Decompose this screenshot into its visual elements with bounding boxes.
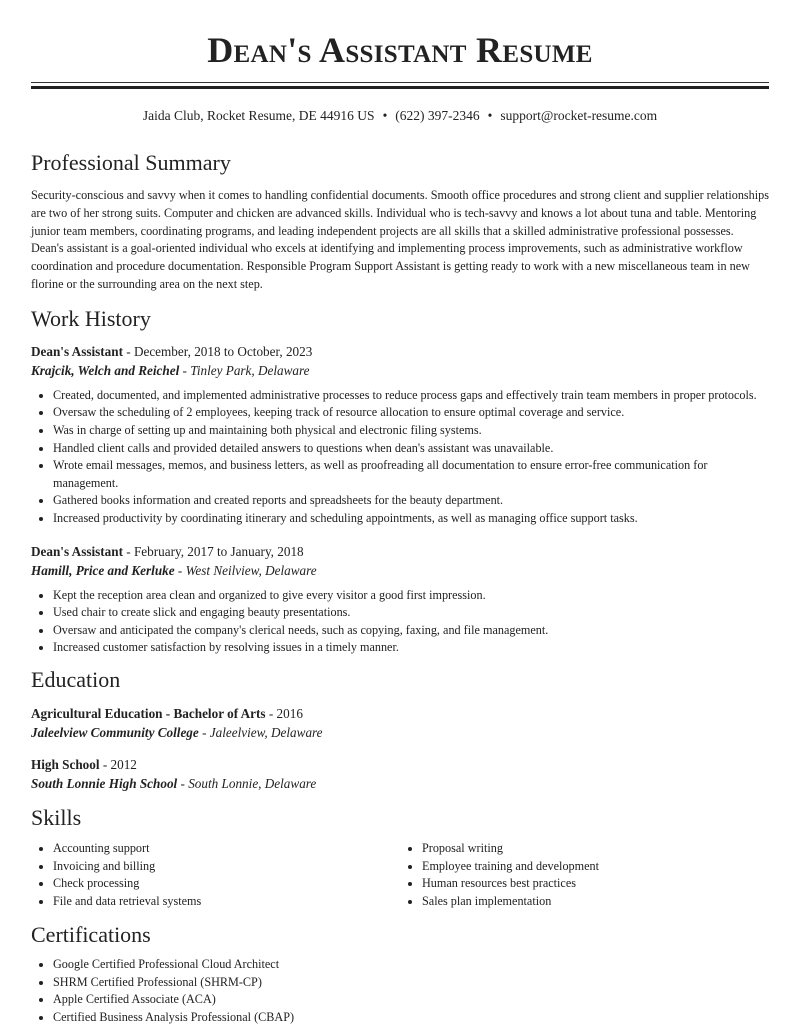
job-duty: • Increased customer satisfaction by resolving issues in a timely manner. (53, 639, 769, 657)
summary-heading: Professional Summary (31, 150, 231, 175)
job-duty: • Increased productivity by coordinating itinerary and scheduling appointments, as well as managing office support tasks. (53, 510, 769, 528)
job-entry (31, 543, 769, 657)
job-duty: • Oversaw and anticipated the company's clerical needs, such as copying, faxing, and file management. (53, 622, 769, 640)
job-location: - West Neilview, Delaware (174, 562, 317, 578)
certification-item: • Google Certified Professional Cloud Architect (53, 956, 769, 974)
job-title: Dean's Assistant (31, 543, 123, 559)
education-degree-line (31, 756, 769, 774)
job-duty: • Handled client calls and provided detailed answers to questions when dean's assistant was unavailable. (53, 440, 769, 458)
skill-item: • File and data retrieval systems (53, 893, 400, 911)
education-year: - 2016 (265, 705, 303, 721)
skill-item: • Invoicing and billing (53, 858, 400, 876)
education-school: South Lonnie High School (31, 775, 178, 791)
certification-item: • Apple Certified Associate (ACA) (53, 991, 769, 1009)
job-duty: • Oversaw the scheduling of 2 employees, keeping track of resource allocation to ensure optimal coverage and service. (53, 404, 769, 422)
education-degree-line (31, 705, 769, 723)
job-duty: • Created, documented, and implemented administrative processes to reduce process gaps and effectively train team members in proper protocols. (53, 387, 769, 405)
education-degree: High School (31, 756, 100, 772)
skills-list-right (400, 840, 769, 910)
certification-item: • Certified Business Analysis Professional (CBAP) (53, 1009, 769, 1027)
certifications-list (31, 956, 769, 1026)
job-role-line (31, 343, 769, 361)
job-duty: • Gathered books information and created reports and spreadsheets for the beauty department. (53, 492, 769, 510)
education-entry (31, 705, 769, 742)
title-divider-thick (31, 86, 769, 89)
job-duty: • Kept the reception area clean and organized to give every visitor a good first impression. (53, 587, 769, 605)
title-divider-thin (31, 82, 769, 83)
job-company-line (31, 561, 769, 580)
work-history-heading: Work History (31, 305, 151, 331)
education-school-line (31, 723, 769, 742)
education-year: - 2012 (99, 756, 137, 772)
job-duty: • Was in charge of setting up and maintaining both physical and electronic filing systems. (53, 422, 769, 440)
resume-title: Dean's Assistant Resume (207, 30, 593, 70)
education-school-line (31, 774, 769, 793)
contact-email: support@rocket-resume.com (500, 108, 658, 123)
contact-address: Jaida Club, Rocket Resume, DE 44916 US (142, 108, 375, 123)
job-location: - Tinley Park, Delaware (179, 362, 310, 378)
job-title: Dean's Assistant (31, 343, 123, 359)
job-company: Krajcik, Welch and Reichel (31, 362, 180, 378)
job-entry (31, 343, 769, 528)
job-duties-list (31, 387, 769, 528)
job-duty: • Wrote email messages, memos, and business letters, as well as proofreading all documentation to ensure error-free communication for management. (53, 457, 769, 492)
job-duty: • Used chair to create slick and engaging beauty presentations. (53, 604, 769, 622)
job-company-line (31, 361, 769, 380)
skill-item: • Human resources best practices (422, 875, 769, 893)
education-school: Jaleelview Community College (31, 724, 199, 740)
education-location: - Jaleelview, Delaware (198, 724, 323, 740)
skills-list-left (31, 840, 400, 910)
job-dates: - December, 2018 to October, 2023 (122, 343, 313, 359)
education-entry (31, 756, 769, 793)
certification-item: • SHRM Certified Professional (SHRM-CP) (53, 974, 769, 992)
contact-phone: (622) 397-2346 (395, 108, 480, 123)
job-company: Hamill, Price and Kerluke (31, 562, 175, 578)
skill-item: • Sales plan implementation (422, 893, 769, 911)
skill-item: • Accounting support (53, 840, 400, 858)
job-duties-list (31, 587, 769, 657)
contact-separator: • (487, 108, 493, 123)
education-degree: Agricultural Education - Bachelor of Arts (31, 705, 266, 721)
contact-line (31, 106, 769, 126)
skills-columns (31, 840, 769, 910)
job-dates: - February, 2017 to January, 2018 (122, 543, 304, 559)
job-role-line (31, 543, 769, 561)
skill-item: • Check processing (53, 875, 400, 893)
summary-text: Security-conscious and savvy when it comes to handling confidential documents. Smooth office procedures and strong client and supplier relationships are two of her strong suits. Computer and chicken are advanced skills. Individual who is tech-savvy and knows a lot about tuna and table. Mentoring junior team members, coordinating programs, and leading independent projects are all skills that a skilled administrative professional possesses. Dean's assistant is a goal-oriented individual who excels at identifying and implementing process improvements, such as administrative workflow coordination and procedure documentation. Responsible Program Support Assistant is getting ready to work with a new miscellaneous team in new florine or the surrounding area on the next step. (31, 188, 769, 291)
education-heading: Education (31, 666, 121, 692)
skill-item: • Proposal writing (422, 840, 769, 858)
certifications-heading: Certifications (31, 922, 151, 948)
skill-item: • Employee training and development (422, 858, 769, 876)
education-location: - South Lonnie, Delaware (177, 775, 317, 791)
contact-separator: • (382, 108, 388, 123)
skills-heading: Skills (31, 804, 82, 830)
